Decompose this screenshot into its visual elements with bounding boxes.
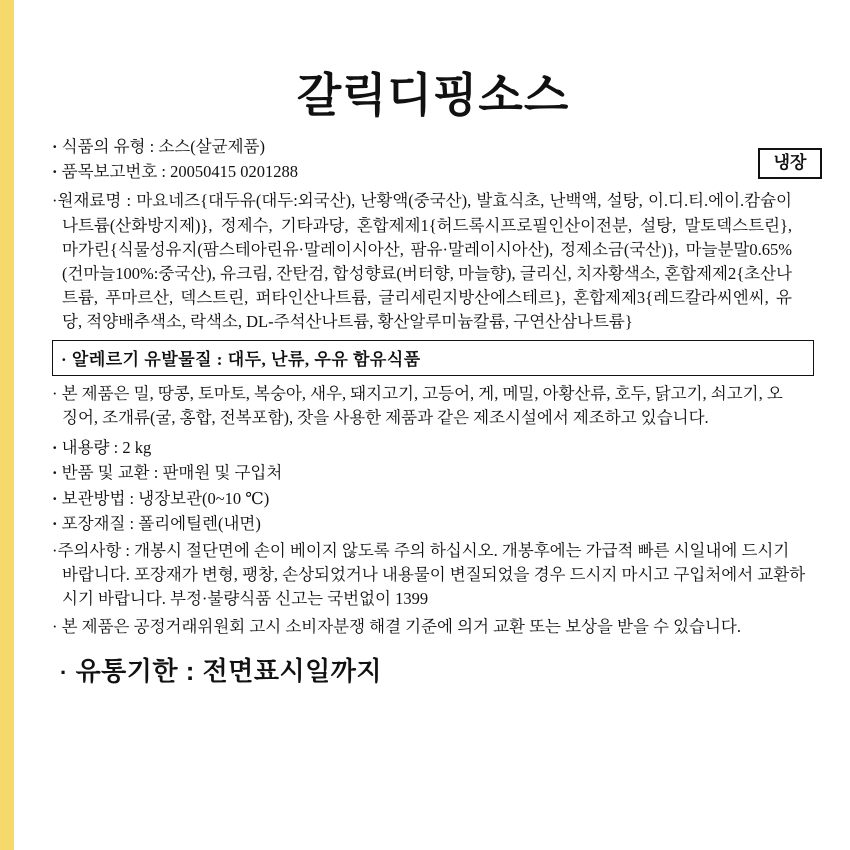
field-separator: :	[113, 437, 123, 457]
page-title: 갈릭디핑소스	[296, 69, 570, 121]
bullet-dot: ·	[52, 162, 58, 182]
field-separator: :	[129, 488, 139, 508]
field-separator: :	[161, 162, 171, 182]
ingredients-label: 원재료명	[57, 191, 122, 211]
field-label-net-weight: 내용량	[61, 437, 110, 457]
label-content	[16, 0, 850, 850]
bullet-dot: ·	[52, 136, 58, 156]
expiry-row	[60, 651, 832, 688]
bullet-dot: ·	[52, 488, 58, 508]
shared-facility-notice: · 본 제품은 밀, 땅콩, 토마토, 복숭아, 새우, 돼지고기, 고등어, 게, 메밀, 아황산류, 호두, 닭고기, 쇠고기, 오징어, 조개류(굴, 홍합, 전복포함), 잣을 사용한 제품과 같은 제조시설에서 제조하고 있습니다.	[52, 383, 783, 427]
bullet-dot: ·	[52, 437, 58, 457]
bullet-dot: ·	[60, 660, 68, 686]
field-storage-method	[52, 487, 832, 510]
expiry-value: 전면표시일까지	[202, 656, 382, 687]
compensation-notice: · 본 제품은 공정거래위원회 고시 소비자분쟁 해결 기준에 의거 교환 또는 보상을 받을 수 있습니다.	[52, 617, 741, 637]
expiry-label: 유통기한	[75, 656, 179, 687]
caution-section	[52, 539, 832, 611]
bullet-dot: ·	[52, 514, 58, 534]
left-edge-stripe	[0, 0, 14, 850]
field-value-net-weight: 2 kg	[122, 437, 152, 457]
field-label-report-number: 품목보고번호	[61, 162, 158, 182]
allergen-box: · 알레르기 유발물질 : 대두, 난류, 우유 함유식품	[52, 340, 814, 376]
field-label-packaging-material: 포장재질	[61, 514, 126, 534]
field-label-return-exchange: 반품 및 교환	[61, 463, 150, 483]
field-report-number	[52, 160, 832, 183]
field-packaging-material	[52, 512, 832, 535]
caution-label: 주의사항	[57, 541, 122, 561]
field-return-exchange	[52, 461, 832, 484]
field-value-report-number: 20050415 0201288	[170, 162, 298, 182]
field-value-food-type: 소스(살균제품)	[158, 136, 265, 156]
field-separator: :	[185, 656, 203, 687]
ingredients-section	[52, 189, 832, 333]
field-separator: :	[121, 541, 135, 561]
field-value-storage-method: 냉장보관(0~10 ℃)	[138, 488, 270, 508]
status-badge-chilled: 냉장	[758, 148, 822, 179]
bullet-dot: ·	[52, 191, 58, 211]
field-label-food-type: 식품의 유형	[61, 136, 146, 156]
field-label-storage-method: 보관방법	[61, 488, 126, 508]
field-value-return-exchange: 판매원 및 구입처	[162, 463, 283, 483]
field-value-packaging-material: 폴리에틸렌(내면)	[138, 514, 261, 534]
bullet-dot: ·	[52, 541, 58, 561]
field-food-type	[52, 135, 832, 158]
field-net-weight	[52, 436, 832, 459]
field-separator: :	[149, 136, 159, 156]
caution-text: 개봉시 절단면에 손이 베이지 않도록 주의 하십시오. 개봉후에는 가급적 빠른 시일내에 드시기 바랍니다. 포장재가 변형, 팽창, 손상되었거나 내용물이 변질되었을 경우 드시지 마시고 구입처에서 교환하시기 바랍니다. 부정·불량식품 신고는 국번없이 1399	[62, 541, 806, 609]
field-separator: :	[129, 514, 139, 534]
field-separator: :	[121, 191, 137, 211]
ingredients-text: 마요네즈{대두유(대두:외국산), 난황액(중국산), 발효식초, 난백액, 설탕, 이.디.티.에이.캄슘이나트륨(산화방지제)}, 정제수, 기타과당, 혼합제제1{허드록시프로필인산이전분, 설탕, 말토덱스트린}, 마가린{식물성유지(팜스테아린유·말레이시아산, 팜유·말레이시아산), 정제소금(국산)}, 마늘분말0.65%(건마늘100%:중국산), 유크림, 잔탄검, 합성향료(버터향, 마늘향), 글리신, 치자황색소, 혼합제제2{초산나트륨, 푸마르산, 덱스트린, 퍼타인산나트륨, 글리세린지방산에스테르}, 혼합제제3{레드칼라씨엔씨, 유당, 적양배추색소, 락색소, DL-주석산나트륨, 황산알루미늄칼륨, 구연산삼나트륨}	[62, 191, 792, 331]
field-separator: :	[153, 463, 163, 483]
bullet-dot: ·	[52, 463, 58, 483]
